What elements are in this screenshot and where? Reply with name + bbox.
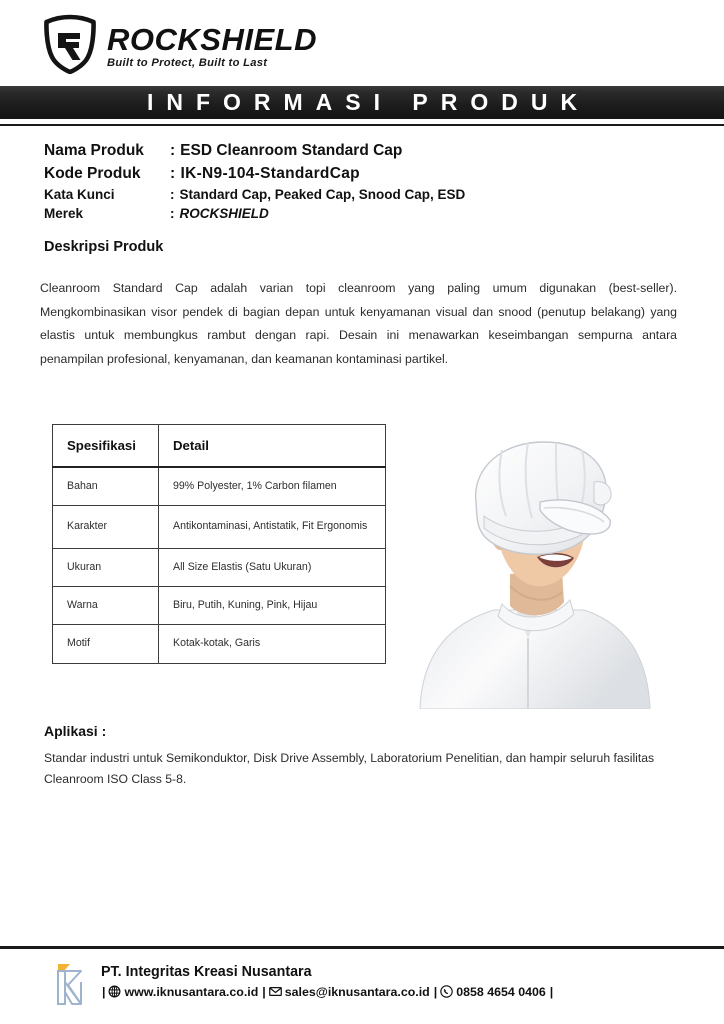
meta-label: Kata Kunci	[44, 187, 115, 202]
application-heading: Aplikasi :	[44, 723, 107, 739]
contact-line	[101, 983, 555, 1002]
meta-value: ROCKSHIELD	[179, 205, 269, 221]
table-row	[53, 625, 386, 663]
meta-row-merek	[44, 205, 664, 224]
page-title-banner	[0, 86, 724, 119]
cell-detail: Biru, Putih, Kuning, Pink, Hijau	[159, 587, 386, 625]
brand-text-group	[107, 21, 317, 69]
column-header-spesifikasi: Spesifikasi	[53, 425, 159, 468]
meta-label: Kode Produk	[44, 165, 141, 182]
description-heading: Deskripsi Produk	[44, 239, 164, 255]
meta-separator: :	[170, 205, 175, 221]
email-value[interactable]: sales@iknusantara.co.id	[284, 984, 430, 999]
table-row	[53, 467, 386, 506]
table-row	[53, 587, 386, 625]
meta-label: Merek	[44, 205, 84, 221]
meta-separator: :	[170, 165, 176, 182]
cell-spec: Motif	[53, 625, 159, 663]
meta-separator: :	[170, 142, 176, 159]
meta-row-kode-produk	[44, 163, 664, 185]
shield-r-icon	[42, 14, 98, 74]
brand-name: ROCKSHIELD	[107, 21, 317, 57]
brand-header	[42, 14, 317, 74]
cell-detail: All Size Elastis (Satu Ukuran)	[159, 548, 386, 586]
cell-detail: Antikontaminasi, Antistatik, Fit Ergonomis	[159, 506, 386, 548]
page-title: INFORMASI PRODUK	[146, 89, 591, 115]
cell-spec: Warna	[53, 587, 159, 625]
contact-separator: |	[549, 984, 554, 999]
contact-separator: |	[433, 984, 438, 999]
company-name: PT. Integritas Kreasi Nusantara	[101, 964, 312, 980]
cell-spec: Ukuran	[53, 548, 159, 586]
specification-table	[52, 424, 386, 664]
cell-spec: Karakter	[53, 506, 159, 548]
cell-detail: 99% Polyester, 1% Carbon filamen	[159, 467, 386, 506]
footer	[50, 958, 555, 1010]
table-header-row	[53, 425, 386, 468]
contact-separator: |	[102, 984, 106, 999]
website-value[interactable]: www.iknusantara.co.id	[124, 984, 259, 999]
footer-text-group	[101, 958, 555, 1001]
table-row	[53, 548, 386, 586]
envelope-icon	[269, 985, 282, 998]
globe-icon	[108, 985, 121, 998]
meta-row-kata-kunci	[44, 186, 664, 205]
footer-divider	[0, 946, 724, 949]
contact-separator: |	[262, 984, 266, 999]
banner-divider	[0, 124, 724, 126]
meta-row-nama-produk	[44, 140, 664, 162]
cell-detail: Kotak-kotak, Garis	[159, 625, 386, 663]
meta-value: Standard Cap, Peaked Cap, Snood Cap, ESD	[179, 187, 466, 202]
description-body: Cleanroom Standard Cap adalah varian topi cleanroom yang paling umum digunakan (best-seller). Mengkombinasikan visor pendek di bagian depan untuk kenyamanan visual dan snood (penutup belakang) yang elastis untuk membungkus rambut dengan rapi. Desain ini menawarkan keseimbangan sempurna antara penampilan profesional, kenyamanan, dan keamanan kontaminasi partikel.	[40, 281, 677, 366]
brand-tagline: Built to Protect, Built to Last	[107, 56, 268, 69]
meta-value: ESD Cleanroom Standard Cap	[180, 142, 403, 159]
column-header-detail: Detail	[159, 425, 386, 468]
meta-value: IK-N9-104-StandardCap	[180, 165, 360, 182]
phone-icon	[440, 985, 453, 998]
table-row	[53, 506, 386, 548]
meta-separator: :	[170, 187, 175, 202]
product-meta-block	[44, 140, 664, 223]
meta-label: Nama Produk	[44, 142, 144, 159]
product-photo	[398, 424, 676, 709]
ikn-monogram-icon	[50, 958, 92, 1010]
cell-spec: Bahan	[53, 467, 159, 506]
application-body: Standar industri untuk Semikonduktor, Disk Drive Assembly, Laboratorium Penelitian, dan hampir seluruh fasilitas Cleanroom ISO Class 5-8.	[44, 751, 655, 787]
phone-value[interactable]: 0858 4654 0406	[456, 984, 546, 999]
